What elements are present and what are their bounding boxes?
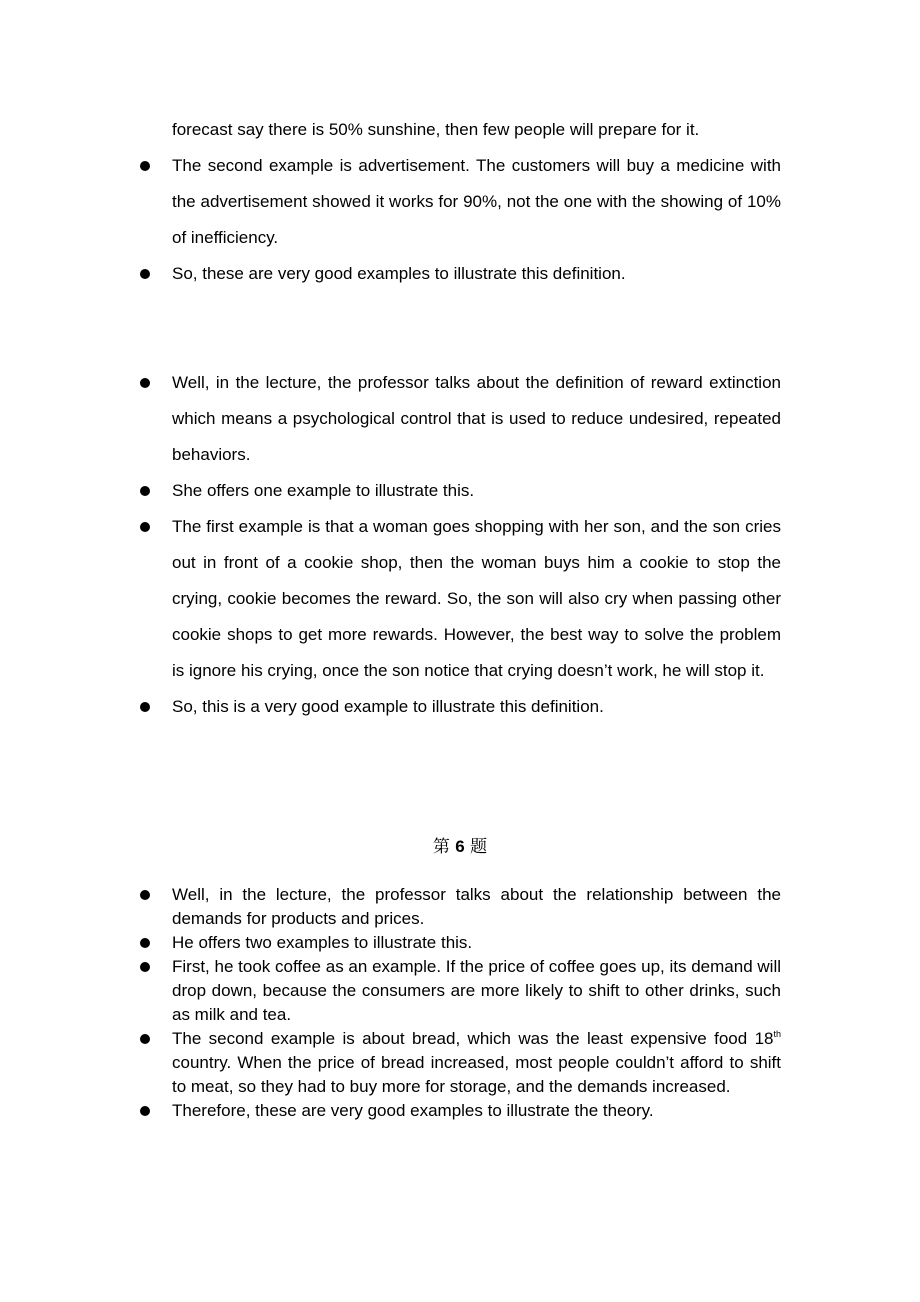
heading-prefix: 第 (432, 837, 450, 857)
bullet-icon (140, 161, 150, 171)
list-item-text: The second example is advertisement. The customers will buy a medicine with the advertisement showed it works for 90%, not the one with the showing of 10% of inefficiency. (172, 156, 781, 247)
list-item-text-after: country. When the price of bread increased, most people couldn’t afford to shift to meat, so they had to buy more for storage, and the demands increased. (172, 1053, 781, 1096)
list-item (172, 473, 781, 509)
bullet-icon (140, 938, 150, 948)
bullet-icon (140, 1034, 150, 1044)
bullet-icon (140, 486, 150, 496)
list-item-text: So, these are very good examples to illustrate this definition. (172, 264, 626, 283)
list-item (172, 148, 781, 256)
list-item (172, 365, 781, 473)
list-item (172, 256, 781, 292)
bullet-icon (140, 378, 150, 388)
list-item (172, 931, 781, 955)
list-item-text: So, this is a very good example to illustrate this definition. (172, 697, 604, 716)
list-item-text-before: The second example is about bread, which was the least expensive food 18 (172, 1029, 774, 1048)
bullet-icon (140, 890, 150, 900)
list-item (172, 1099, 781, 1123)
list-item-text: He offers two examples to illustrate this. (172, 933, 473, 952)
list-item-text: The first example is that a woman goes shopping with her son, and the son cries out in front of a cookie shop, then the woman buys him a cookie to stop the crying, cookie becomes the reward. So, the son will also cry when passing other cookie shops to get more rewards. However, the best way to solve the problem is ignore his crying, once the son notice that crying doesn’t work, he will stop it. (172, 517, 781, 680)
question-heading (0, 835, 920, 859)
section-1 (172, 112, 781, 292)
heading-number: 6 (455, 837, 465, 856)
heading-suffix: 题 (470, 837, 488, 857)
list-item (172, 1027, 781, 1099)
bullet-icon (140, 269, 150, 279)
list-item (172, 955, 781, 1027)
bullet-icon (140, 962, 150, 972)
list-item-text: First, he took coffee as an example. If the price of coffee goes up, its demand will drop down, because the consumers are more likely to shift to other drinks, such as milk and tea. (172, 957, 781, 1024)
list-item-text: Well, in the lecture, the professor talks about the definition of reward extinction which means a psychological control that is used to reduce undesired, repeated behaviors. (172, 373, 781, 464)
bullet-icon (140, 1106, 150, 1116)
bullet-icon (140, 702, 150, 712)
bullet-icon (140, 522, 150, 532)
continuation-paragraph: forecast say there is 50% sunshine, then few people will prepare for it. (172, 120, 700, 139)
list-item (172, 689, 781, 725)
list-item-text: Therefore, these are very good examples to illustrate the theory. (172, 1101, 654, 1120)
list-item-text: She offers one example to illustrate this. (172, 481, 475, 500)
superscript: th (773, 1029, 781, 1039)
list-item-text: Well, in the lecture, the professor talks about the relationship between the demands for products and prices. (172, 885, 781, 928)
section-2 (172, 365, 781, 725)
list-item (172, 509, 781, 689)
section-3 (172, 883, 781, 1123)
list-item (172, 883, 781, 931)
